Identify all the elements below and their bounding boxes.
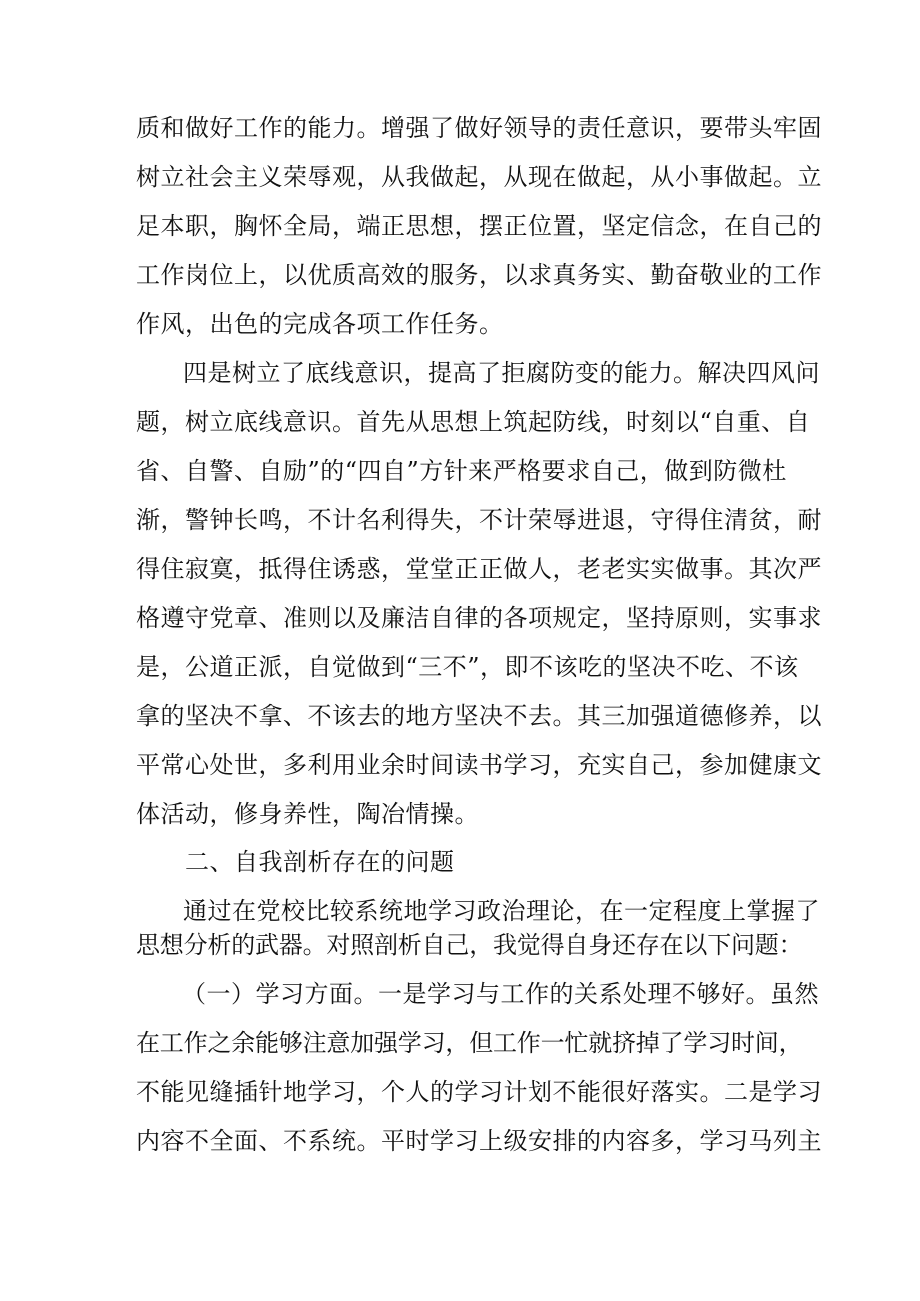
text-line: 格遵守党章、准则以及廉洁自律的各项规定，坚持原则，实事求: [136, 604, 822, 632]
text-line: 渐，警钟长鸣，不计名利得失，不计荣辱进退，守得住清贫，耐: [136, 506, 822, 534]
text-line: 质和做好工作的能力。增强了做好领导的责任意识，要带头牢固: [136, 114, 822, 142]
text-line: 不能见缝插针地学习，个人的学习计划不能很好落实。二是学习: [136, 1078, 822, 1106]
text-line: 思想分析的武器。对照剖析自己，我觉得自身还存在以下问题：: [136, 931, 803, 959]
text-line: 通过在党校比较系统地学习政治理论，在一定程度上掌握了: [183, 897, 820, 925]
text-line: 树立社会主义荣辱观，从我做起，从现在做起，从小事做起。立: [136, 163, 822, 191]
text-line: 是，公道正派，自觉做到“三不”，即不该吃的坚决不吃、不该: [136, 653, 799, 681]
text-line: 体活动，修身养性，陶冶情操。: [136, 800, 479, 828]
text-line: 省、自警、自励”的“四自”方针来严格要求自己，做到防微杜: [136, 457, 787, 485]
text-line: （一）学习方面。一是学习与工作的关系处理不够好。虽然: [182, 980, 819, 1008]
text-line: 工作岗位上，以优质高效的服务，以求真务实、勤奋敬业的工作: [136, 261, 822, 289]
text-line: 平常心处世，多利用业余时间读书学习，充实自己，参加健康文: [136, 751, 822, 779]
text-line: 拿的坚决不拿、不该去的地方坚决不去。其三加强道德修养，以: [136, 702, 822, 730]
text-line: 足本职，胸怀全局，端正思想，摆正位置，坚定信念，在自己的: [136, 212, 822, 240]
text-line: 内容不全面、不系统。平时学习上级安排的内容多，学习马列主: [136, 1127, 822, 1155]
text-line: 四是树立了底线意识，提高了拒腐防变的能力。解决四风问: [183, 359, 820, 387]
text-line: 得住寂寞，抵得住诱惑，堂堂正正做人，老老实实做事。其次严: [136, 555, 822, 583]
text-line: 在工作之余能够注意加强学习，但工作一忙就挤掉了学习时间，: [136, 1029, 803, 1057]
section-heading: 二、自我剖析存在的问题: [185, 848, 455, 876]
text-line: 题，树立底线意识。首先从思想上筑起防线，时刻以“自重、自: [136, 408, 811, 436]
text-line: 作风，出色的完成各项工作任务。: [136, 310, 504, 338]
